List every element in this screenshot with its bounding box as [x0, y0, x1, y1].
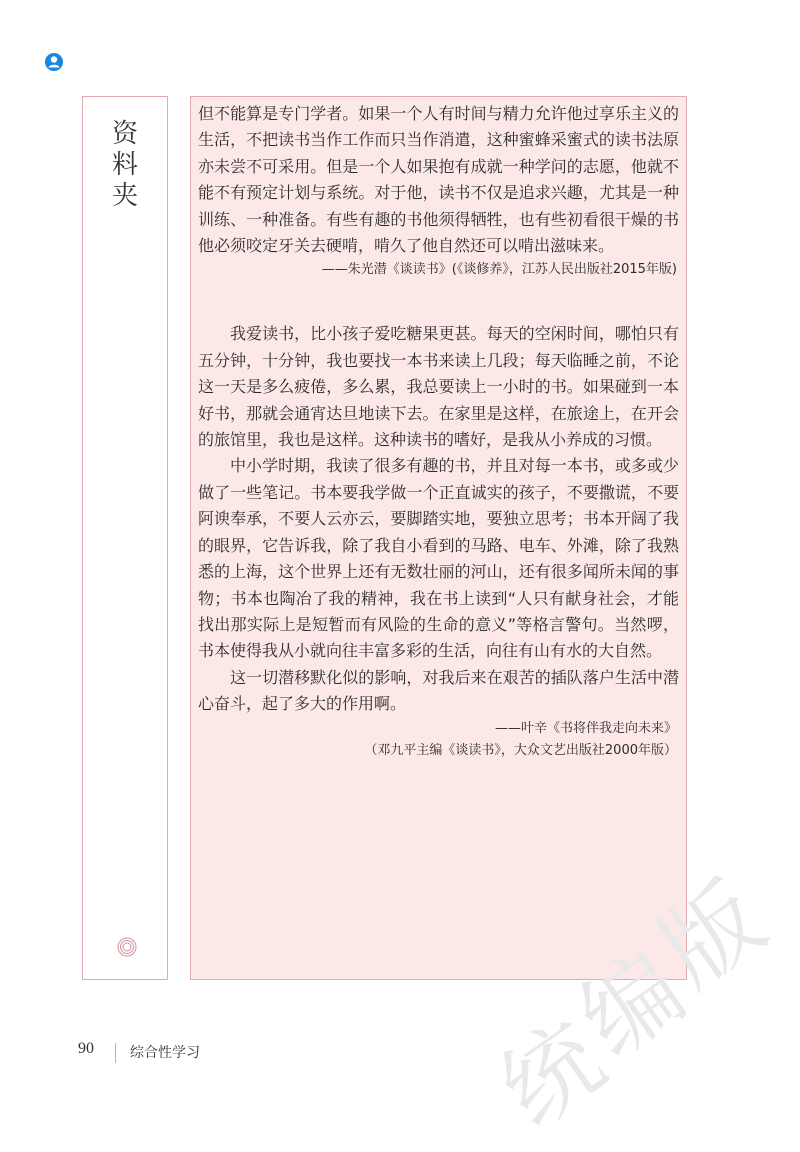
excerpt-citation-source: （邓九平主编《谈读书》，大众文艺出版社2000年版） — [364, 742, 677, 758]
reading-material-panel — [190, 96, 687, 980]
sidebar-title-char: 料 — [111, 150, 138, 180]
excerpt-citation: ——朱光潜《谈读书》(《谈修养》，江苏人民出版社2015年版) — [321, 262, 677, 278]
watermark-char: 编 — [560, 931, 704, 1079]
section-label: 综合性学习 — [130, 1045, 200, 1061]
concentric-circle-icon — [117, 937, 137, 957]
excerpt-paragraph: 我爱读书，比小孩子爱吃糖果更甚。每天的空闲时间，哪怕只有五分钟，十分钟，我也要找一本书来读上几段；每天临睡之前，不论这一天是多么疲倦，多么累，我总要读上一小时的书。如果碰到一本好书，那就会通宵达旦地读下去。在家里是这样，在旅途上，在开会的旅馆里，我也是这样。这种读书的嗜好，是我从小养成的习惯。 — [198, 324, 679, 450]
watermark-char: 版 — [640, 861, 784, 1009]
footer-divider — [115, 1043, 116, 1063]
excerpt-citation: ——叶辛《书将伴我走向未来》 — [494, 720, 677, 736]
watermark-char: 统 — [480, 1001, 624, 1149]
sidebar-title-char: 资 — [111, 119, 138, 149]
section-gap — [198, 281, 679, 321]
sidebar-title-char: 夹 — [111, 181, 138, 211]
sidebar-panel — [82, 96, 168, 980]
sidebar-title — [83, 119, 167, 212]
excerpt-paragraph: 这一切潜移默化似的影响，对我后来在艰苦的插队落户生活中潜心奋斗，起了多大的作用啊。 — [198, 667, 679, 714]
excerpt-paragraph: 但不能算是专门学者。如果一个人有时间与精力允许他过享乐主义的生活，不把读书当作工作而只当作消遣，这种蜜蜂采蜜式的读书法原亦未尝不可采用。但是一个人如果抱有成就一种学问的志愿，他就不能不有预定计划与系统。对于他，读书不仅是追求兴趣，尤其是一种训练、一种准备。有些有趣的书他须得牺牲，也有些初看很干燥的书他必须咬定牙关去硬啃，啃久了他自然还可以啃出滋味来。 — [198, 104, 679, 256]
page-number: 90 — [78, 1040, 94, 1057]
user-avatar-icon — [44, 52, 64, 72]
excerpt-paragraph: 中小学时期，我读了很多有趣的书，并且对每一本书，或多或少做了一些笔记。书本要我学做一个正直诚实的孩子，不要撒谎，不要阿谀奉承，不要人云亦云，要脚踏实地，要独立思考；书本开阔了我的眼界，它告诉我，除了我自小看到的马路、电车、外滩，除了我熟悉的上海，这个世界上还有无数壮丽的河山，还有很多闻所未闻的事物；书本也陶冶了我的精神，我在书上读到“人只有献身社会，才能找出那实际上是短暂而有风险的生命的意义”等格言警句。当然啰，书本使得我从小就向往丰富多彩的生活，向往有山有水的大自然。 — [198, 456, 679, 661]
